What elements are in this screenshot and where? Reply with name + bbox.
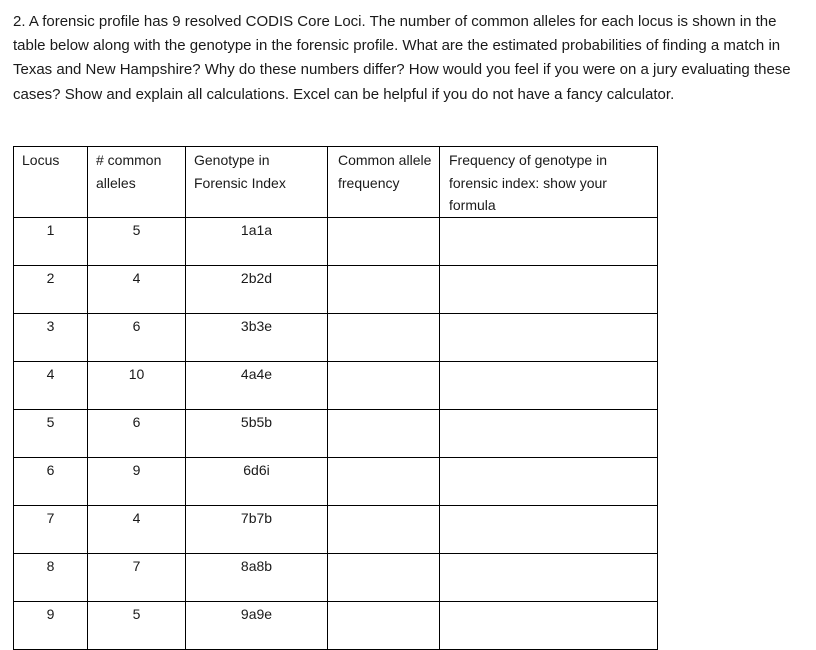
cell-formula: [440, 553, 658, 601]
cell-frequency: [328, 361, 440, 409]
cell-genotype: 2b2d: [186, 265, 328, 313]
cell-locus: 4: [14, 361, 88, 409]
table-row: [14, 313, 658, 361]
cell-frequency: [328, 457, 440, 505]
cell-locus: 8: [14, 553, 88, 601]
cell-locus: 5: [14, 409, 88, 457]
header-genotype: Genotype in Forensic Index: [186, 147, 328, 218]
table-row: [14, 553, 658, 601]
cell-locus: 1: [14, 217, 88, 265]
header-allele-frequency: Common allele frequency: [328, 147, 440, 218]
cell-frequency: [328, 601, 440, 649]
cell-alleles: 5: [88, 217, 186, 265]
cell-alleles: 6: [88, 409, 186, 457]
cell-genotype: 8a8b: [186, 553, 328, 601]
cell-formula: [440, 601, 658, 649]
cell-locus: 9: [14, 601, 88, 649]
table-row: [14, 361, 658, 409]
cell-genotype: 9a9e: [186, 601, 328, 649]
cell-formula: [440, 505, 658, 553]
cell-frequency: [328, 409, 440, 457]
table-row: [14, 601, 658, 649]
cell-alleles: 7: [88, 553, 186, 601]
table-row: [14, 457, 658, 505]
cell-formula: [440, 361, 658, 409]
question-text: 2. A forensic profile has 9 resolved CODIS Core Loci. The number of common alleles for each locus is shown in the table below along with the genotype in the forensic profile. What are the estimated probabilities of finding a match in Texas and New Hampshire? Why do these numbers differ? How would you feel if you were on a jury evaluating these cases? Show and explain all calculations. Excel can be helpful if you do not have a fancy calculator.: [13, 13, 791, 103]
cell-alleles: 9: [88, 457, 186, 505]
cell-frequency: [328, 265, 440, 313]
table-row: [14, 505, 658, 553]
cell-formula: [440, 313, 658, 361]
cell-locus: 7: [14, 505, 88, 553]
cell-genotype: 5b5b: [186, 409, 328, 457]
cell-locus: 6: [14, 457, 88, 505]
table-row: [14, 409, 658, 457]
cell-alleles: 4: [88, 505, 186, 553]
cell-alleles: 6: [88, 313, 186, 361]
table-row: [14, 265, 658, 313]
cell-formula: [440, 457, 658, 505]
cell-locus: 2: [14, 265, 88, 313]
cell-genotype: 3b3e: [186, 313, 328, 361]
cell-formula: [440, 217, 658, 265]
cell-formula: [440, 409, 658, 457]
cell-frequency: [328, 313, 440, 361]
cell-genotype: 6d6i: [186, 457, 328, 505]
cell-genotype: 7b7b: [186, 505, 328, 553]
header-genotype-frequency-formula: Frequency of genotype in forensic index: show your formula: [440, 147, 658, 218]
table-row: [14, 217, 658, 265]
header-common-alleles: # common alleles: [88, 147, 186, 218]
cell-genotype: 1a1a: [186, 217, 328, 265]
cell-genotype: 4a4e: [186, 361, 328, 409]
header-locus: Locus: [14, 147, 88, 218]
cell-formula: [440, 265, 658, 313]
cell-frequency: [328, 553, 440, 601]
cell-frequency: [328, 217, 440, 265]
cell-alleles: 4: [88, 265, 186, 313]
cell-alleles: 5: [88, 601, 186, 649]
loci-table: [13, 146, 658, 650]
cell-locus: 3: [14, 313, 88, 361]
cell-frequency: [328, 505, 440, 553]
cell-alleles: 10: [88, 361, 186, 409]
table-header-row: [14, 147, 658, 218]
